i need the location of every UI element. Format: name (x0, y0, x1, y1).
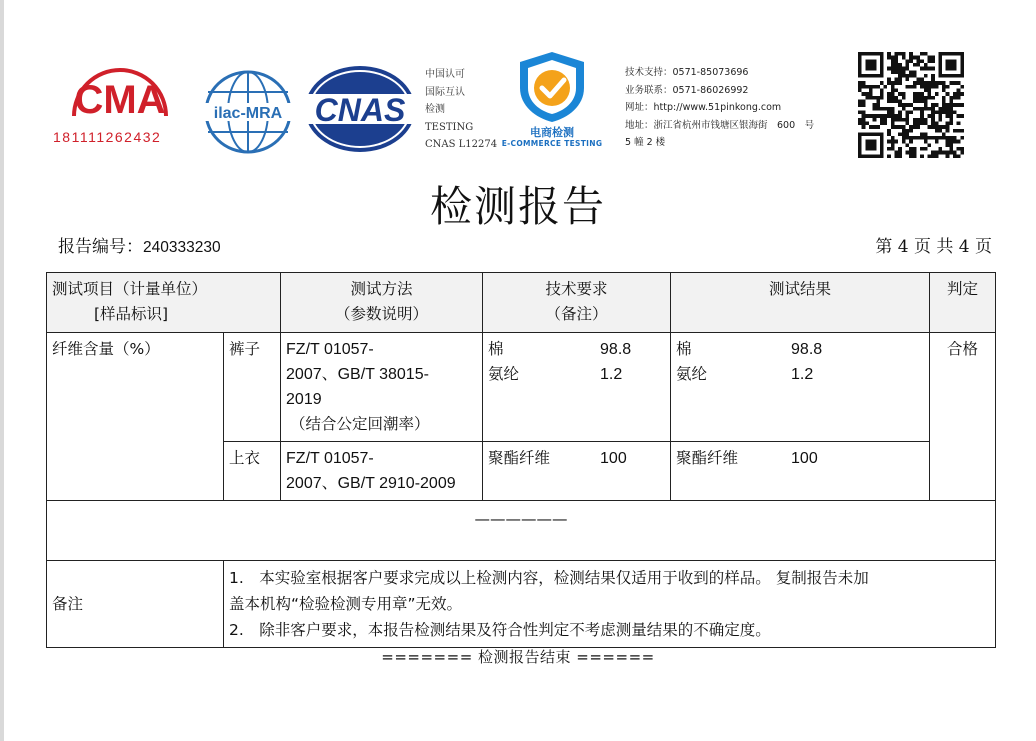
requirement-cell (483, 333, 671, 442)
qr-code (858, 52, 964, 162)
header-test-item-line: 测试项目（计量单位） (52, 280, 208, 298)
remarks-row (47, 561, 996, 648)
remarks-label: 备注 (47, 561, 224, 648)
fiber-value: 98.8 (791, 341, 823, 358)
cma-logo (52, 66, 188, 128)
cnas-line: CNAS L12274 (425, 139, 498, 150)
result-entry (676, 362, 924, 387)
table-row (47, 333, 996, 442)
cma-number: 181111262432 (53, 129, 162, 145)
fiber-value: 1.2 (600, 366, 623, 383)
result-entry (676, 337, 924, 362)
cnas-line: 检测 (425, 104, 445, 115)
header-result: 测试结果 (671, 273, 930, 333)
page-left-edge (0, 0, 4, 741)
item-name: 纤维含量（%） (47, 333, 224, 501)
method-line: FZ/T 01057- (286, 450, 374, 467)
result-cell (671, 333, 930, 442)
ecommerce-logo-cn: 电商检测 (530, 126, 574, 139)
ecommerce-logo-en: E-COMMERCE TESTING (501, 139, 603, 148)
document-title: 检测报告 (429, 182, 606, 231)
fiber-name: 氨纶 (676, 365, 708, 383)
sample-part: 裤子 (224, 333, 281, 442)
page-info: 第 4 页 共 4 页 (875, 237, 992, 257)
remark-line: 盖本机构“检验检测专用章”无效。 (229, 595, 463, 613)
remarks-content (224, 561, 996, 648)
fiber-name: 棉 (676, 340, 692, 358)
sample-part: 上衣 (224, 442, 281, 501)
cma-mark-icon (52, 66, 188, 124)
contact-website: 网址：http://www.51pinkong.com (625, 102, 782, 113)
ecommerce-testing-logo (512, 50, 592, 128)
report-number-label: 报告编号： (58, 237, 143, 257)
requirement-entry (488, 362, 665, 387)
contact-tech-support: 技术支持：0571-85073696 (625, 67, 749, 78)
method-note: （结合公定回潮率） (290, 415, 430, 433)
method-cell (281, 333, 483, 442)
table-header-row (47, 273, 996, 333)
method-line: 2007、GB/T 2910-2009 (286, 475, 456, 492)
header-method-line: 测试方法 (350, 280, 413, 298)
cnas-info-lines (425, 66, 497, 154)
method-cell (281, 442, 483, 501)
requirement-cell (483, 442, 671, 501)
requirement-entry (488, 446, 665, 471)
header-method-note: （参数说明） (335, 305, 429, 323)
method-line: FZ/T 01057- (286, 341, 374, 358)
remark-line: 1. 本实验室根据客户要求完成以上检测内容，检测结果仅适用于收到的样品。 复制报告未加 (229, 569, 869, 587)
qr-code-icon (858, 52, 964, 158)
header-requirement-note: （备注） (545, 305, 608, 323)
fiber-value: 100 (600, 450, 627, 467)
fiber-name: 聚酯纤维 (676, 449, 739, 467)
contact-info (625, 64, 814, 152)
method-line: 2019 (286, 391, 322, 408)
report-number-value: 240333230 (143, 239, 221, 256)
remark-line: 2. 除非客户要求，本报告检测结果及符合性判定不考虑测量结果的不确定度。 (229, 621, 771, 639)
fiber-name: 棉 (488, 340, 504, 358)
ilac-mra-logo (202, 68, 294, 160)
fiber-value: 1.2 (791, 366, 814, 383)
result-cell (671, 442, 930, 501)
header-judgement: 判定 (930, 273, 996, 333)
header-test-method (281, 273, 483, 333)
cnas-line: 国际互认 (425, 86, 465, 98)
result-entry (676, 446, 924, 471)
header-sample-id: [样品标识] (94, 305, 169, 323)
header-requirement (483, 273, 671, 333)
method-line: 2007、GB/T 38015- (286, 366, 429, 383)
contact-address-cont: 5 幢 2 楼 (625, 137, 666, 148)
header-requirement-line: 技术要求 (545, 280, 608, 298)
ilac-globe-icon (202, 68, 294, 156)
fiber-value: 98.8 (600, 341, 632, 358)
cnas-line: 中国认可 (425, 69, 465, 80)
cnas-logo (303, 64, 417, 158)
judgement: 合格 (930, 333, 996, 501)
fiber-name: 聚酯纤维 (488, 449, 551, 467)
contact-business: 业务联系：0571-86026992 (625, 84, 749, 96)
cnas-logo-text: CNAS (314, 92, 406, 128)
cnas-line: TESTING (425, 121, 474, 133)
report-number (58, 232, 221, 257)
blank-marker: —————— (47, 501, 996, 561)
blank-row (47, 501, 996, 561)
header-test-item (47, 273, 281, 333)
requirement-entry (488, 337, 665, 362)
report-table (46, 272, 996, 648)
cnas-mark-icon (303, 64, 417, 154)
cma-logo-text: CMA (74, 78, 166, 122)
fiber-value: 100 (791, 450, 818, 467)
fiber-name: 氨纶 (488, 365, 520, 383)
ilac-logo-text: ilac-MRA (213, 105, 283, 122)
contact-address: 地址：浙江省杭州市钱塘区银海街 600 号 (625, 119, 815, 131)
report-end-line: ======= 检测报告结束 ====== (381, 648, 655, 666)
shield-check-icon (512, 50, 592, 124)
